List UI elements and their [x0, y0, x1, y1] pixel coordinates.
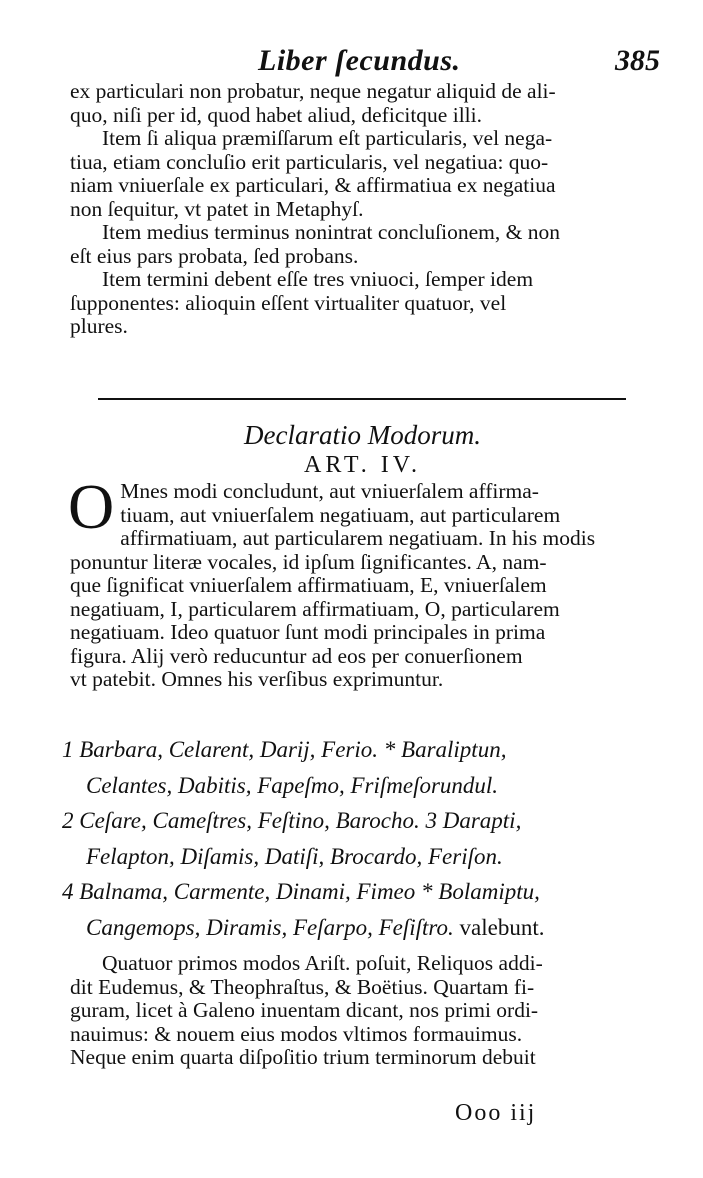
article-heading: ART. IV.	[303, 452, 421, 478]
text-line: tiuam, aut vniuerſalem negatiuam, aut particularem	[120, 502, 561, 527]
text-line: affirmatiuam, aut particularem negatiuam. In his modis	[120, 526, 596, 550]
verse-text: Cangemops, Diramis, Feſarpo, Feſiſtro.	[86, 914, 454, 940]
text-line: quo, niſi per id, quod habet aliud, deficitque illi.	[70, 102, 482, 127]
page-number: 385	[615, 44, 660, 77]
opening-text-block	[70, 80, 655, 339]
signature-mark: Ooo iij	[455, 1100, 537, 1126]
text-line: Item medius terminus nonintrat concluſionem, & non	[102, 220, 560, 244]
verse-line: 2 Ceſare, Cameſtres, Feſtino, Barocho. 3 Darapti,	[62, 808, 522, 833]
text-line: negatiuam. Ideo quatuor ſunt modi principales in prima	[70, 620, 546, 644]
text-line: vt patebit. Omnes his verſibus exprimuntur.	[70, 667, 444, 691]
text-line: Quatuor primos modos Ariſt. poſuit, Reliquos addi-	[102, 951, 543, 975]
text-line: ex particulari non probatur, neque negatur aliquid de ali-	[70, 79, 556, 103]
text-line: Neque enim quarta diſpoſitio trium terminorum debuit	[70, 1045, 536, 1069]
closing-paragraph	[70, 952, 655, 1070]
text-line: non ſequitur, vt patet in Metaphyſ.	[70, 196, 364, 221]
declaratio-paragraph	[68, 471, 655, 692]
text-line: dit Eudemus, & Theophraſtus, & Boëtius. Quartam fi-	[70, 974, 535, 999]
text-line: plures.	[70, 314, 128, 338]
text-line: Mnes modi concludunt, aut vniuerſalem affirma-	[120, 479, 539, 503]
text-line: ſupponentes: alioquin eſſent virtualiter quatuor, vel	[70, 290, 507, 315]
text-line: nauimus: & nouem eius modos vltimos formauimus.	[70, 1021, 523, 1046]
drop-cap: O	[68, 471, 115, 542]
verse-line: Celantes, Dabitis, Fapeſmo, Friſmeſorundul.	[86, 772, 499, 798]
text-line: tiua, etiam concluſio erit particularis, vel negatiua: quo-	[70, 149, 549, 174]
text-line: Item termini debent eſſe tres vniuoci, ſemper idem	[102, 267, 534, 291]
verse-line: 1 Barbara, Celarent, Darij, Ferio. * Baraliptun,	[62, 737, 507, 762]
mnemonic-verses	[62, 732, 655, 945]
verse-line: 4 Balnama, Carmente, Dinami, Fimeo * Bolamiptu,	[62, 879, 540, 904]
verse-line: Felapton, Diſamis, Datiſi, Brocardo, Feriſon.	[86, 843, 503, 869]
text-line: ponuntur literæ vocales, id ipſum ſignificantes. A, nam-	[70, 549, 547, 574]
text-line: niam vniuerſale ex particulari, & affirmatiua ex negatiua	[70, 173, 556, 197]
running-head: Liber ſecundus.	[258, 44, 461, 77]
text-line: guram, licet à Galeno inuentam dicant, nos primi ordi-	[70, 998, 539, 1022]
section-title: Declaratio Modorum.	[244, 420, 481, 450]
text-line: Item ſi aliqua præmiſſarum eſt particularis, vel nega-	[102, 126, 553, 150]
verse-tail: valebunt.	[459, 914, 545, 940]
text-line: que ſignificat vniuerſalem affirmatiuam, E, vniuerſalem	[70, 573, 547, 597]
verse-line	[62, 910, 655, 946]
text-line: figura. Alij verò reducuntur ad eos per conuerſionem	[70, 643, 523, 668]
text-line: negatiuam, I, particularem affirmatiuam, O, particularem	[70, 596, 560, 621]
section-divider-rule	[98, 398, 626, 400]
text-line: eſt eius pars probata, ſed probans.	[70, 243, 359, 268]
page-header	[70, 40, 660, 84]
